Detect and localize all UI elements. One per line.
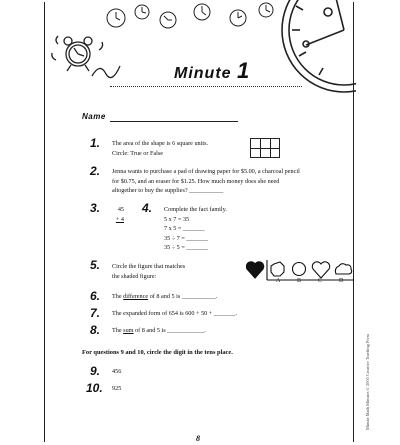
question-text-line: Complete the fact family. — [164, 206, 227, 213]
fact-line[interactable]: 7 x 5 = _______ — [164, 225, 205, 232]
fact-line[interactable]: 35 ÷ 5 = _______ — [164, 244, 209, 251]
page-title — [174, 58, 250, 84]
question-number: 9. — [90, 364, 101, 378]
question-text-line: the shaded figure: — [112, 272, 157, 280]
small-clock-icon — [230, 10, 246, 26]
question-number: 4. — [142, 201, 153, 215]
number-925[interactable]: 925 — [112, 385, 122, 392]
fact-line: 5 x 7 = 35 — [164, 215, 190, 223]
text-prefix: The — [112, 327, 124, 334]
small-clock-icon — [194, 4, 210, 20]
true-false-choice[interactable]: Circle: True or False — [112, 149, 164, 157]
page-number: 8 — [196, 434, 200, 443]
name-label: Name — [82, 112, 106, 121]
question-number: 6. — [90, 289, 101, 303]
question-number: 2. — [90, 164, 101, 178]
choice-c-label[interactable]: C — [318, 278, 323, 284]
text-suffix: of 8 and 5 is ___________. — [148, 293, 218, 300]
question-7-text: The expanded form of 654 is 600 + 50 + _______. — [112, 310, 238, 317]
choice-a-label[interactable]: A — [276, 278, 281, 284]
question-text-line: Circle the figure that matches — [112, 263, 186, 270]
text-suffix: of 8 and 5 is ____________. — [133, 327, 206, 334]
choice-b-circle-icon — [293, 263, 306, 276]
question-number: 1. — [90, 136, 101, 150]
choice-b-label[interactable]: B — [297, 278, 302, 284]
area-grid-shape — [250, 138, 280, 158]
clock-decoration — [44, 0, 356, 110]
addition-problem — [114, 205, 124, 224]
number-456[interactable]: 456 — [112, 368, 122, 375]
underlined-term: sum — [123, 327, 134, 334]
title-word: Minute — [174, 65, 232, 82]
addend-top: 45 — [117, 206, 124, 213]
question-number: 10. — [86, 381, 103, 395]
question-8-text — [112, 326, 206, 336]
text-prefix: The — [112, 293, 124, 300]
name-field[interactable] — [110, 121, 238, 122]
small-clock-icon — [135, 5, 149, 19]
question-text-line: altogether to buy the supplies? ___________ — [112, 187, 224, 194]
question-1-text — [112, 139, 208, 158]
choice-a-octagon-icon — [271, 262, 284, 276]
fact-line[interactable]: 35 ÷ 7 = _______ — [164, 234, 209, 242]
question-number: 3. — [90, 201, 101, 215]
question-number: 7. — [90, 306, 101, 320]
instruction-text: For questions 9 and 10, circle the digit in the tens place. — [82, 349, 233, 356]
question-number: 8. — [90, 323, 101, 337]
side-credit: Minute Math Minutes © 2005 Creative Teaching Press — [365, 333, 370, 430]
small-clock-icon — [259, 3, 273, 17]
question-text-line: The area of the shape is 6 square units. — [112, 140, 209, 147]
addend-bottom: + 4 — [115, 215, 124, 223]
question-5-text — [112, 262, 185, 281]
choice-d-label[interactable]: D — [339, 278, 344, 284]
small-clock-icon — [107, 9, 125, 27]
fact-family — [164, 205, 227, 253]
title-number: 1 — [237, 58, 251, 83]
alarm-clock-icon — [52, 36, 120, 78]
question-text-line: for $0.75, and an eraser for $1.25. How much money does she need — [112, 177, 280, 185]
question-number: 5. — [90, 258, 101, 272]
question-6-text — [112, 292, 217, 302]
shaded-heart-icon — [246, 262, 263, 278]
question-text-line: Jenna wants to purchase a pad of drawing paper for $5.00, a charcoal pencil — [112, 168, 300, 175]
choice-c-heart-icon — [312, 262, 329, 278]
choice-d-cloud-icon — [335, 264, 351, 274]
small-clock-icon — [160, 12, 176, 28]
large-clock-icon — [282, 0, 356, 92]
question-2-text — [112, 167, 300, 196]
title-divider — [110, 86, 302, 87]
underlined-term: difference — [123, 293, 149, 300]
